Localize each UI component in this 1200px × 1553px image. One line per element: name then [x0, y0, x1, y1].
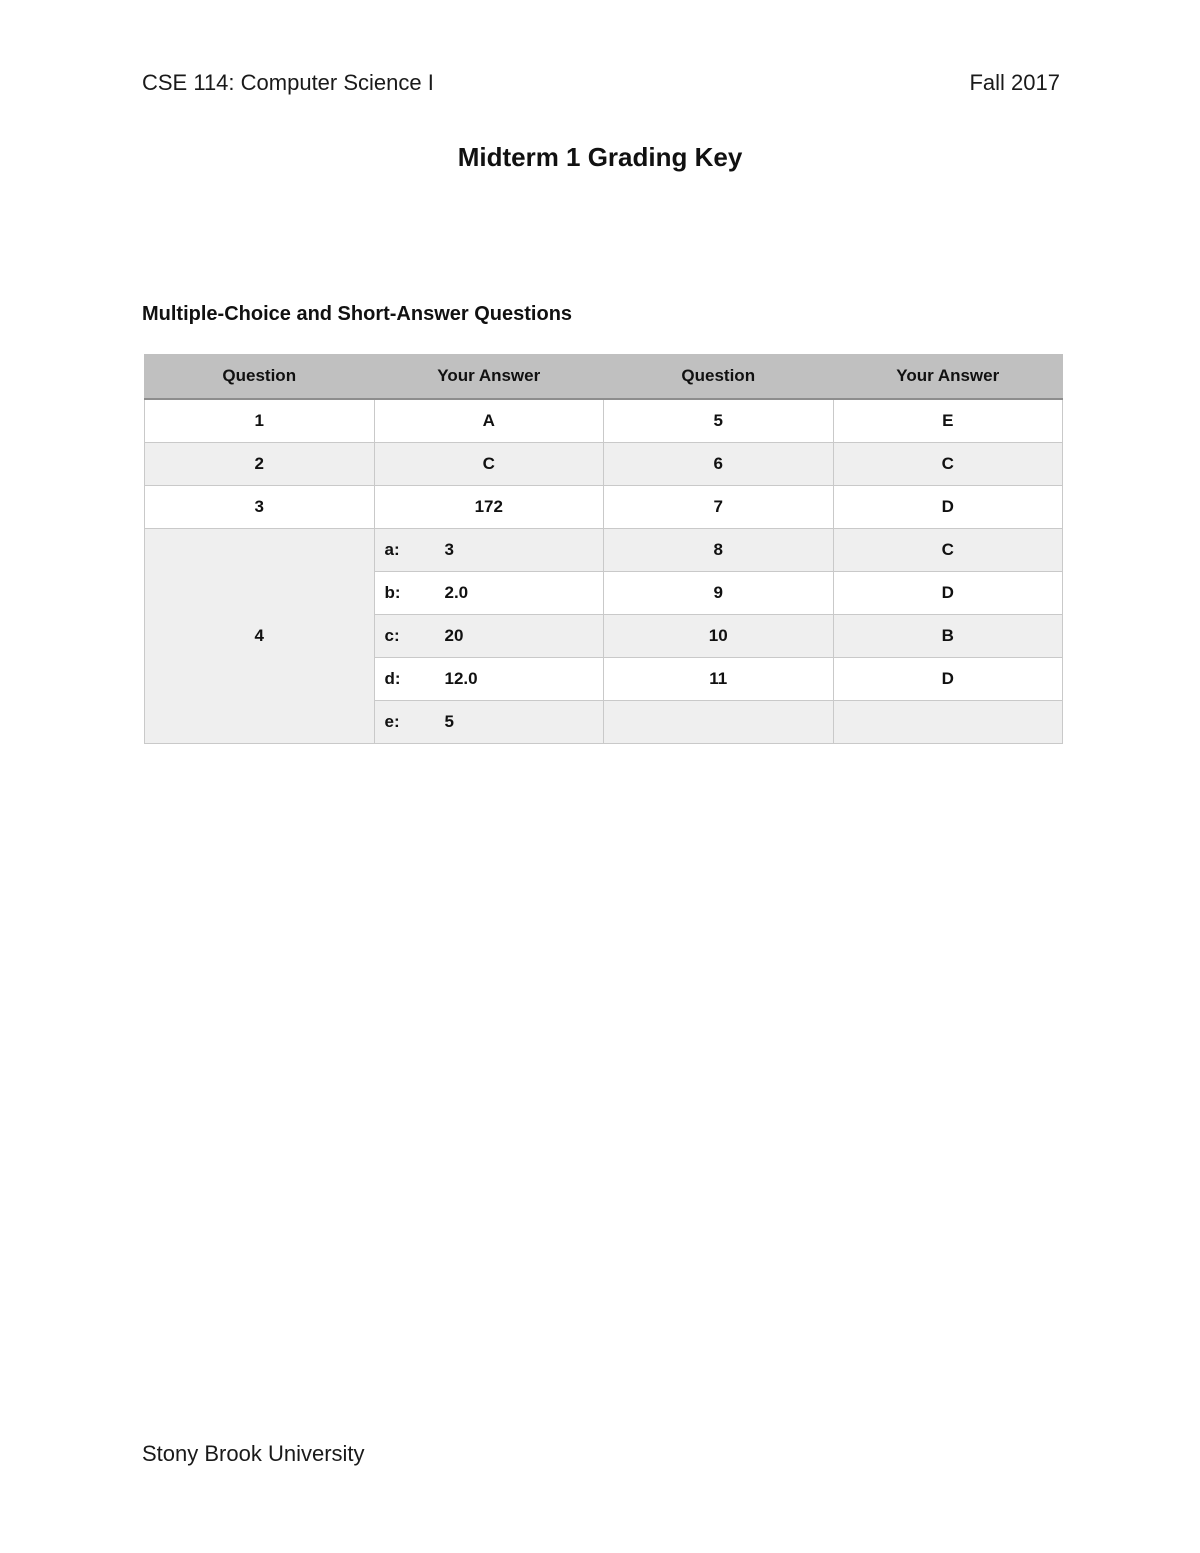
table-row [145, 529, 1063, 572]
table-row [145, 443, 1063, 486]
answer-cell: D [833, 658, 1063, 701]
course-title: CSE 114: Computer Science I [142, 70, 434, 95]
answer-cell: E [833, 399, 1063, 443]
section-heading: Multiple-Choice and Short-Answer Questions [142, 303, 573, 325]
answer-cell: B [833, 615, 1063, 658]
question-number-4: 4 [145, 529, 375, 744]
question-number: 2 [145, 443, 375, 486]
question-number [604, 701, 834, 744]
answer-cell [833, 701, 1063, 744]
header-question-left: Question [145, 354, 375, 399]
sub-part-value: 2.0 [444, 583, 469, 602]
sub-answer-cell [374, 701, 604, 744]
sub-part-letter: c: [384, 626, 400, 645]
table-row [145, 486, 1063, 529]
footer-university: Stony Brook University [142, 1441, 365, 1466]
page-title: Midterm 1 Grading Key [457, 142, 743, 172]
sub-part-value: 3 [444, 540, 454, 559]
sub-part-value: 5 [444, 712, 454, 731]
header-answer-right: Your Answer [833, 354, 1063, 399]
question-number: 8 [604, 529, 834, 572]
header-question-right: Question [604, 354, 834, 399]
sub-part-value: 20 [444, 626, 464, 645]
sub-answer-cell [374, 572, 604, 615]
answer-cell: A [374, 399, 604, 443]
sub-part-letter: e: [384, 712, 400, 731]
sub-part-letter: b: [384, 583, 401, 602]
question-number: 6 [604, 443, 834, 486]
header-answer-left: Your Answer [374, 354, 604, 399]
page-header [142, 70, 1060, 100]
answer-cell: C [833, 529, 1063, 572]
answer-cell: D [833, 486, 1063, 529]
sub-part-letter: a: [384, 540, 400, 559]
answer-cell: D [833, 572, 1063, 615]
sub-part-letter: d: [384, 669, 401, 688]
answer-key-table [144, 354, 1063, 744]
term-label: Fall 2017 [969, 70, 1060, 95]
sub-answer-cell [374, 615, 604, 658]
sub-answer-cell [374, 529, 604, 572]
question-number: 5 [604, 399, 834, 443]
table-row [145, 399, 1063, 443]
question-number: 9 [604, 572, 834, 615]
question-number: 10 [604, 615, 834, 658]
answer-cell: C [374, 443, 604, 486]
answer-cell: 172 [374, 486, 604, 529]
question-number: 3 [145, 486, 375, 529]
table-header-row [145, 354, 1063, 399]
question-number: 7 [604, 486, 834, 529]
sub-answer-cell [374, 658, 604, 701]
question-number: 1 [145, 399, 375, 443]
question-number: 11 [604, 658, 834, 701]
answer-cell: C [833, 443, 1063, 486]
sub-part-value: 12.0 [444, 669, 478, 688]
